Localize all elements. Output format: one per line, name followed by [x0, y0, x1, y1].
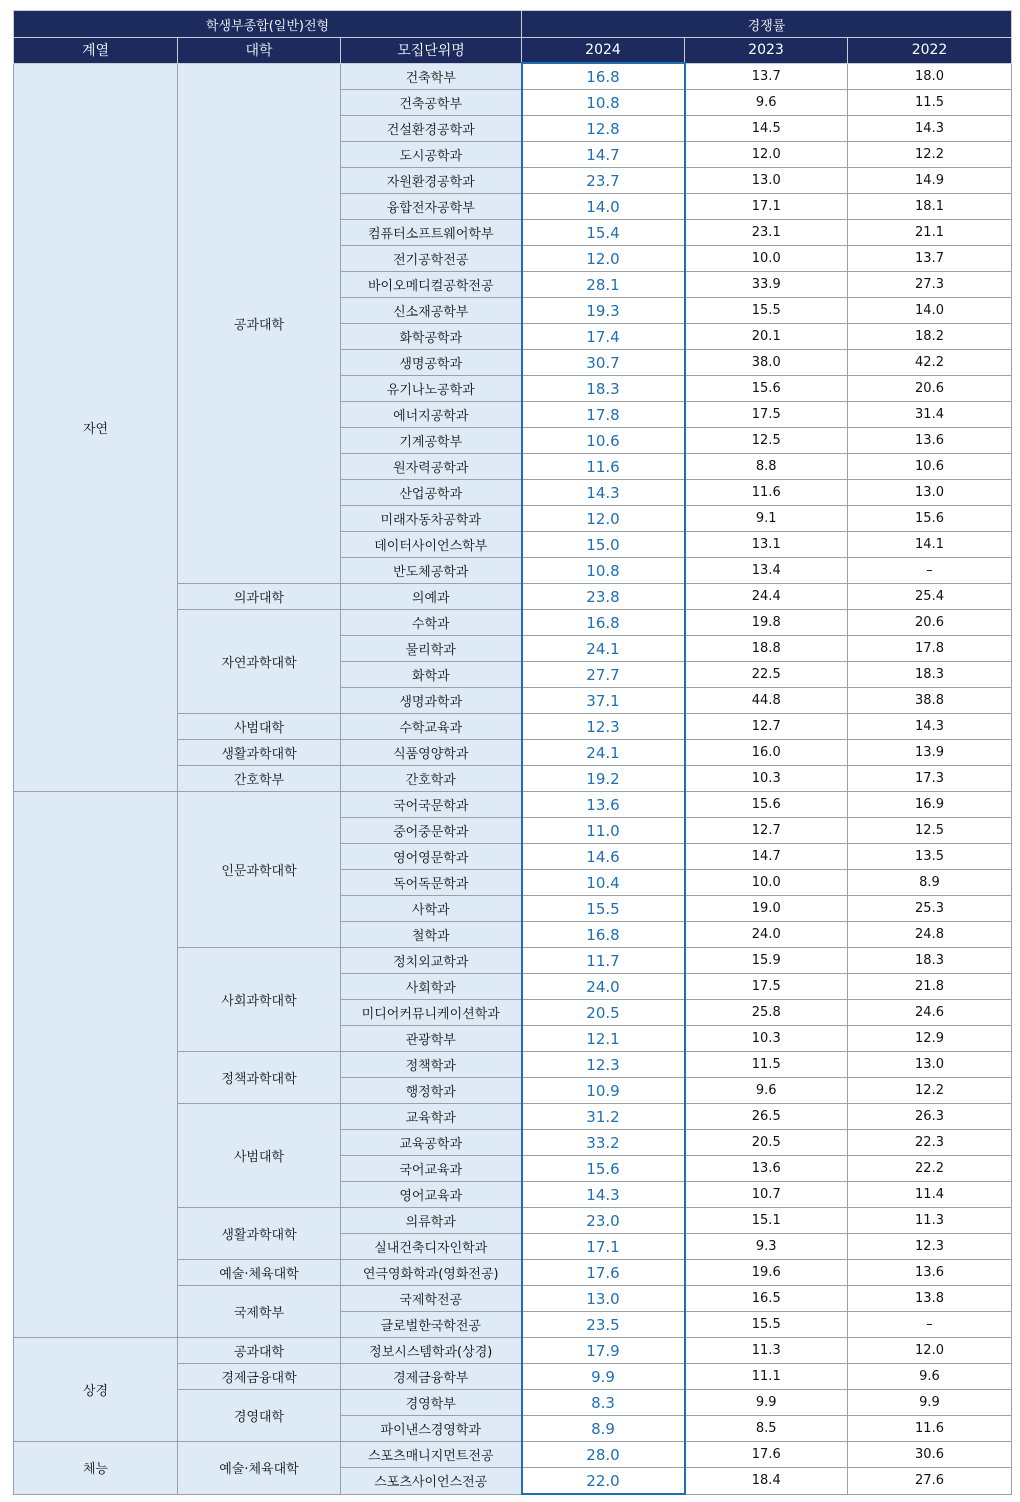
table-row: [14, 792, 1012, 818]
college-cell: 자연과학대학: [178, 610, 341, 714]
rate-2024-cell: 15.0: [522, 532, 685, 558]
rate-2022-cell: 25.4: [848, 584, 1012, 610]
rate-2023-cell: 9.1: [685, 506, 848, 532]
rate-2024-cell: 24.1: [522, 636, 685, 662]
dept-name-cell: 경영학부: [341, 1390, 522, 1416]
dept-name-cell: 산업공학과: [341, 480, 522, 506]
rate-2024-cell: 12.0: [522, 506, 685, 532]
year-2024-header: 2024: [522, 38, 685, 64]
rate-2024-cell: 18.3: [522, 376, 685, 402]
rate-2024-cell: 12.1: [522, 1026, 685, 1052]
college-cell: 정책과학대학: [178, 1052, 341, 1104]
rate-2024-cell: 13.0: [522, 1286, 685, 1312]
dept-name-cell: 기계공학부: [341, 428, 522, 454]
rate-2022-cell: 14.1: [848, 532, 1012, 558]
rate-2022-cell: 15.6: [848, 506, 1012, 532]
rate-2023-cell: 9.6: [685, 1078, 848, 1104]
dept-name-cell: 국어국문학과: [341, 792, 522, 818]
rate-2022-cell: 25.3: [848, 896, 1012, 922]
rate-2024-cell: 12.3: [522, 1052, 685, 1078]
dept-name-cell: 화학과: [341, 662, 522, 688]
rate-2022-cell: 9.6: [848, 1364, 1012, 1390]
table-row: [14, 1338, 1012, 1364]
rate-2023-cell: 12.7: [685, 714, 848, 740]
rate-2022-cell: 20.6: [848, 376, 1012, 402]
dept-name-cell: 자원환경공학과: [341, 168, 522, 194]
rate-2024-cell: 14.7: [522, 142, 685, 168]
rate-title-header: 경쟁률: [522, 11, 1012, 38]
rate-2023-cell: 20.1: [685, 324, 848, 350]
rate-2022-cell: 11.5: [848, 90, 1012, 116]
rate-2022-cell: –: [848, 1312, 1012, 1338]
category-cell: [14, 792, 178, 1338]
rate-2022-cell: 12.9: [848, 1026, 1012, 1052]
rate-2023-cell: 20.5: [685, 1130, 848, 1156]
dept-name-cell: 독어독문학과: [341, 870, 522, 896]
rate-2024-cell: 16.8: [522, 63, 685, 90]
rate-2022-cell: 42.2: [848, 350, 1012, 376]
rate-2024-cell: 30.7: [522, 350, 685, 376]
dept-name-cell: 교육학과: [341, 1104, 522, 1130]
rate-2022-cell: 22.2: [848, 1156, 1012, 1182]
rate-2024-cell: 9.9: [522, 1364, 685, 1390]
rate-2024-cell: 10.4: [522, 870, 685, 896]
rate-2023-cell: 11.5: [685, 1052, 848, 1078]
college-cell: 예술·체육대학: [178, 1260, 341, 1286]
dept-name-cell: 건설환경공학과: [341, 116, 522, 142]
college-cell: 사범대학: [178, 714, 341, 740]
dept-name-cell: 미래자동차공학과: [341, 506, 522, 532]
rate-2023-cell: 15.6: [685, 376, 848, 402]
rate-2022-cell: 22.3: [848, 1130, 1012, 1156]
dept-name-cell: 신소재공학부: [341, 298, 522, 324]
rate-2024-cell: 23.8: [522, 584, 685, 610]
rate-2024-cell: 10.6: [522, 428, 685, 454]
dept-name-cell: 의예과: [341, 584, 522, 610]
dept-name-cell: 수학과: [341, 610, 522, 636]
rate-2024-cell: 12.3: [522, 714, 685, 740]
rate-2023-cell: 33.9: [685, 272, 848, 298]
college-header: 대학: [178, 38, 341, 64]
rate-2022-cell: 24.8: [848, 922, 1012, 948]
dept-name-cell: 수학교육과: [341, 714, 522, 740]
rate-2022-cell: 11.4: [848, 1182, 1012, 1208]
rate-2023-cell: 17.1: [685, 194, 848, 220]
dept-name-cell: 건축공학부: [341, 90, 522, 116]
rate-2022-cell: –: [848, 558, 1012, 584]
rate-2023-cell: 11.6: [685, 480, 848, 506]
dept-name-cell: 스포츠매니지먼트전공: [341, 1442, 522, 1468]
college-cell: 생활과학대학: [178, 1208, 341, 1260]
dept-name-cell: 화학공학과: [341, 324, 522, 350]
rate-2024-cell: 17.6: [522, 1260, 685, 1286]
rate-2023-cell: 13.7: [685, 63, 848, 90]
dept-name-cell: 식품영양학과: [341, 740, 522, 766]
dept-name-cell: 건축학부: [341, 63, 522, 90]
rate-2023-cell: 12.5: [685, 428, 848, 454]
rate-2023-cell: 15.6: [685, 792, 848, 818]
table-body: [14, 63, 1012, 1494]
college-cell: 국제학부: [178, 1286, 341, 1338]
table-row: [14, 1442, 1012, 1468]
dept-name-cell: 스포츠사이언스전공: [341, 1468, 522, 1495]
rate-2022-cell: 14.9: [848, 168, 1012, 194]
dept-name-cell: 데이터사이언스학부: [341, 532, 522, 558]
rate-2024-cell: 12.8: [522, 116, 685, 142]
rate-2024-cell: 10.8: [522, 558, 685, 584]
college-cell: 인문과학대학: [178, 792, 341, 948]
rate-2023-cell: 22.5: [685, 662, 848, 688]
dept-name-cell: 사회학과: [341, 974, 522, 1000]
category-cell: 체능: [14, 1442, 178, 1495]
rate-2023-cell: 19.6: [685, 1260, 848, 1286]
rate-2022-cell: 14.3: [848, 116, 1012, 142]
rate-2023-cell: 26.5: [685, 1104, 848, 1130]
group-title-header: 학생부종합(일반)전형: [14, 11, 522, 38]
category-cell: 상경: [14, 1338, 178, 1442]
dept-name-cell: 관광학부: [341, 1026, 522, 1052]
rate-2022-cell: 17.3: [848, 766, 1012, 792]
rate-2023-cell: 17.6: [685, 1442, 848, 1468]
rate-2022-cell: 12.3: [848, 1234, 1012, 1260]
dept-name-cell: 유기나노공학과: [341, 376, 522, 402]
rate-2023-cell: 13.0: [685, 168, 848, 194]
dept-name-cell: 행정학과: [341, 1078, 522, 1104]
college-cell: 예술·체육대학: [178, 1442, 341, 1495]
rate-2024-cell: 24.0: [522, 974, 685, 1000]
rate-2023-cell: 19.0: [685, 896, 848, 922]
college-cell: 사회과학대학: [178, 948, 341, 1052]
rate-2024-cell: 31.2: [522, 1104, 685, 1130]
rate-2022-cell: 9.9: [848, 1390, 1012, 1416]
rate-2024-cell: 8.3: [522, 1390, 685, 1416]
rate-2024-cell: 11.7: [522, 948, 685, 974]
dept-name-cell: 철학과: [341, 922, 522, 948]
rate-2024-cell: 15.5: [522, 896, 685, 922]
rate-2023-cell: 14.5: [685, 116, 848, 142]
rate-2024-cell: 23.7: [522, 168, 685, 194]
dept-name-cell: 간호학과: [341, 766, 522, 792]
rate-2023-cell: 15.5: [685, 1312, 848, 1338]
rate-2024-cell: 19.2: [522, 766, 685, 792]
dept-name-cell: 영어교육과: [341, 1182, 522, 1208]
rate-2023-cell: 10.0: [685, 870, 848, 896]
dept-name-cell: 국제학전공: [341, 1286, 522, 1312]
rate-2023-cell: 12.0: [685, 142, 848, 168]
rate-2023-cell: 15.5: [685, 298, 848, 324]
rate-2024-cell: 23.0: [522, 1208, 685, 1234]
dept-name-cell: 정보시스템학과(상경): [341, 1338, 522, 1364]
dept-name-cell: 컴퓨터소프트웨어학부: [341, 220, 522, 246]
rate-2023-cell: 9.3: [685, 1234, 848, 1260]
rate-2024-cell: 14.3: [522, 480, 685, 506]
rate-2024-cell: 20.5: [522, 1000, 685, 1026]
college-cell: 생활과학대학: [178, 740, 341, 766]
rate-2022-cell: 20.6: [848, 610, 1012, 636]
rate-2023-cell: 8.5: [685, 1416, 848, 1442]
rate-2023-cell: 9.9: [685, 1390, 848, 1416]
rate-2024-cell: 28.0: [522, 1442, 685, 1468]
dept-name-cell: 전기공학전공: [341, 246, 522, 272]
rate-2023-cell: 24.0: [685, 922, 848, 948]
rate-2022-cell: 14.3: [848, 714, 1012, 740]
rate-2022-cell: 12.2: [848, 1078, 1012, 1104]
rate-2022-cell: 13.8: [848, 1286, 1012, 1312]
rate-2023-cell: 13.6: [685, 1156, 848, 1182]
rate-2024-cell: 24.1: [522, 740, 685, 766]
rate-2023-cell: 25.8: [685, 1000, 848, 1026]
college-cell: 경제금융대학: [178, 1364, 341, 1390]
rate-2024-cell: 11.0: [522, 818, 685, 844]
rate-2023-cell: 10.0: [685, 246, 848, 272]
rate-2022-cell: 13.7: [848, 246, 1012, 272]
dept-name-cell: 파이낸스경영학과: [341, 1416, 522, 1442]
rate-2022-cell: 18.0: [848, 63, 1012, 90]
dept-name-cell: 경제금융학부: [341, 1364, 522, 1390]
dept-name-cell: 물리학과: [341, 636, 522, 662]
college-cell: 경영대학: [178, 1390, 341, 1442]
rate-2023-cell: 16.5: [685, 1286, 848, 1312]
rate-2024-cell: 14.0: [522, 194, 685, 220]
rate-2023-cell: 11.3: [685, 1338, 848, 1364]
dept-name-cell: 사학과: [341, 896, 522, 922]
rate-2023-cell: 12.7: [685, 818, 848, 844]
rate-2024-cell: 16.8: [522, 922, 685, 948]
rate-2022-cell: 13.0: [848, 1052, 1012, 1078]
rate-2024-cell: 17.9: [522, 1338, 685, 1364]
rate-2024-cell: 8.9: [522, 1416, 685, 1442]
rate-2024-cell: 22.0: [522, 1468, 685, 1495]
rate-2022-cell: 21.1: [848, 220, 1012, 246]
dept-name-cell: 교육공학과: [341, 1130, 522, 1156]
rate-2024-cell: 16.8: [522, 610, 685, 636]
rate-2024-cell: 15.4: [522, 220, 685, 246]
year-2023-header: 2023: [685, 38, 848, 64]
rate-2022-cell: 11.3: [848, 1208, 1012, 1234]
dept-name-cell: 영어영문학과: [341, 844, 522, 870]
dept-name-cell: 실내건축디자인학과: [341, 1234, 522, 1260]
dept-name-cell: 생명공학과: [341, 350, 522, 376]
dept-name-cell: 중어중문학과: [341, 818, 522, 844]
rate-2022-cell: 16.9: [848, 792, 1012, 818]
rate-2022-cell: 18.3: [848, 948, 1012, 974]
table-row: [14, 63, 1012, 90]
rate-2022-cell: 18.1: [848, 194, 1012, 220]
rate-2024-cell: 33.2: [522, 1130, 685, 1156]
rate-2024-cell: 11.6: [522, 454, 685, 480]
rate-2022-cell: 12.2: [848, 142, 1012, 168]
dept-name-cell: 정치외교학과: [341, 948, 522, 974]
rate-2023-cell: 19.8: [685, 610, 848, 636]
dept-name-cell: 연극영화학과(영화전공): [341, 1260, 522, 1286]
dept-name-cell: 융합전자공학부: [341, 194, 522, 220]
rate-2022-cell: 13.6: [848, 428, 1012, 454]
rate-2022-cell: 12.0: [848, 1338, 1012, 1364]
rate-2024-cell: 17.1: [522, 1234, 685, 1260]
rate-2024-cell: 13.6: [522, 792, 685, 818]
rate-2023-cell: 38.0: [685, 350, 848, 376]
year-2022-header: 2022: [848, 38, 1012, 64]
rate-2024-cell: 17.8: [522, 402, 685, 428]
rate-2022-cell: 24.6: [848, 1000, 1012, 1026]
college-cell: 의과대학: [178, 584, 341, 610]
rate-2024-cell: 23.5: [522, 1312, 685, 1338]
rate-2022-cell: 8.9: [848, 870, 1012, 896]
dept-name-cell: 바이오메디컬공학전공: [341, 272, 522, 298]
rate-2023-cell: 17.5: [685, 974, 848, 1000]
rate-2023-cell: 14.7: [685, 844, 848, 870]
rate-2022-cell: 10.6: [848, 454, 1012, 480]
rate-2022-cell: 18.2: [848, 324, 1012, 350]
rate-2024-cell: 19.3: [522, 298, 685, 324]
category-cell: 자연: [14, 63, 178, 792]
rate-2024-cell: 10.8: [522, 90, 685, 116]
dept-name-cell: 에너지공학과: [341, 402, 522, 428]
rate-2022-cell: 18.3: [848, 662, 1012, 688]
dept-name-cell: 도시공학과: [341, 142, 522, 168]
rate-2023-cell: 9.6: [685, 90, 848, 116]
rate-2022-cell: 12.5: [848, 818, 1012, 844]
rate-2024-cell: 37.1: [522, 688, 685, 714]
rate-2024-cell: 15.6: [522, 1156, 685, 1182]
rate-2022-cell: 13.5: [848, 844, 1012, 870]
rate-2023-cell: 23.1: [685, 220, 848, 246]
rate-2022-cell: 27.3: [848, 272, 1012, 298]
rate-2022-cell: 13.9: [848, 740, 1012, 766]
category-header: 계열: [14, 38, 178, 64]
rate-2023-cell: 13.1: [685, 532, 848, 558]
college-cell: 간호학부: [178, 766, 341, 792]
rate-2023-cell: 44.8: [685, 688, 848, 714]
dept-name-cell: 미디어커뮤니케이션학과: [341, 1000, 522, 1026]
college-cell: 공과대학: [178, 1338, 341, 1364]
rate-2022-cell: 30.6: [848, 1442, 1012, 1468]
rate-2022-cell: 13.6: [848, 1260, 1012, 1286]
admission-rate-table: [13, 10, 1012, 1495]
rate-2023-cell: 16.0: [685, 740, 848, 766]
rate-2022-cell: 11.6: [848, 1416, 1012, 1442]
rate-2022-cell: 13.0: [848, 480, 1012, 506]
rate-2023-cell: 24.4: [685, 584, 848, 610]
rate-2022-cell: 17.8: [848, 636, 1012, 662]
rate-2022-cell: 38.8: [848, 688, 1012, 714]
dept-name-cell: 반도체공학과: [341, 558, 522, 584]
college-cell: 사범대학: [178, 1104, 341, 1208]
dept-name-cell: 원자력공학과: [341, 454, 522, 480]
rate-2024-cell: 14.3: [522, 1182, 685, 1208]
rate-2022-cell: 14.0: [848, 298, 1012, 324]
dept-name-cell: 국어교육과: [341, 1156, 522, 1182]
rate-2023-cell: 11.1: [685, 1364, 848, 1390]
rate-2022-cell: 31.4: [848, 402, 1012, 428]
rate-2023-cell: 15.1: [685, 1208, 848, 1234]
dept-name-cell: 의류학과: [341, 1208, 522, 1234]
rate-2023-cell: 18.8: [685, 636, 848, 662]
rate-2023-cell: 13.4: [685, 558, 848, 584]
dept-header: 모집단위명: [341, 38, 522, 64]
dept-name-cell: 글로벌한국학전공: [341, 1312, 522, 1338]
rate-2023-cell: 10.3: [685, 1026, 848, 1052]
college-cell: 공과대학: [178, 63, 341, 584]
rate-2023-cell: 18.4: [685, 1468, 848, 1495]
rate-2024-cell: 10.9: [522, 1078, 685, 1104]
rate-2023-cell: 15.9: [685, 948, 848, 974]
rate-2024-cell: 28.1: [522, 272, 685, 298]
rate-2023-cell: 10.3: [685, 766, 848, 792]
rate-2024-cell: 17.4: [522, 324, 685, 350]
dept-name-cell: 정책학과: [341, 1052, 522, 1078]
dept-name-cell: 생명과학과: [341, 688, 522, 714]
rate-2024-cell: 14.6: [522, 844, 685, 870]
rate-2022-cell: 27.6: [848, 1468, 1012, 1495]
rate-2024-cell: 12.0: [522, 246, 685, 272]
rate-2023-cell: 17.5: [685, 402, 848, 428]
rate-2022-cell: 21.8: [848, 974, 1012, 1000]
rate-2022-cell: 26.3: [848, 1104, 1012, 1130]
rate-2024-cell: 27.7: [522, 662, 685, 688]
rate-2023-cell: 8.8: [685, 454, 848, 480]
rate-2023-cell: 10.7: [685, 1182, 848, 1208]
